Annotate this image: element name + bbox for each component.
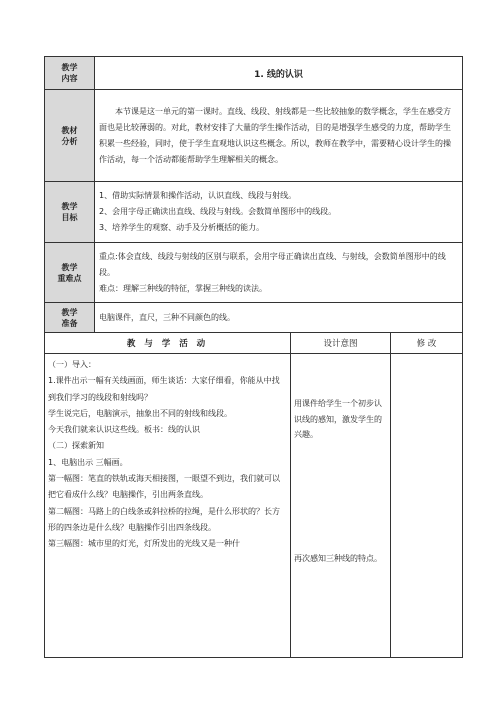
row-prep: [45, 303, 463, 333]
activity-line: 第一幅图：笔直的铁轨或海天相接图，一眼望不到边，我们就可以把它看成什么线？电脑操作，引出两条直线。: [48, 474, 280, 500]
row-activities: [45, 354, 463, 658]
key-label: 教学 重难点: [45, 243, 95, 303]
key-points: [95, 243, 463, 303]
intent-note: 用课件给学生一个初步认识线的感知，激发学生的兴趣。: [294, 399, 382, 439]
lesson-plan-table: [44, 56, 463, 658]
prep-label: 教学 准备: [45, 303, 95, 333]
goal-item: 2、会用字母正确读出直线、线段与射线。会数简单图形中的线段。: [99, 207, 337, 216]
row-column-headers: [45, 333, 463, 354]
activity-line: （二）探索新知: [48, 441, 104, 451]
activity-line: 第三幅图：城市里的灯光，灯所发出的光线又是一种什: [48, 539, 240, 549]
revise-cell: [391, 354, 463, 658]
goal-item: 3、培养学生的观察、动手及分析概括的能力。: [99, 223, 265, 232]
goals-list: [95, 182, 463, 243]
content-label: 教学 内容: [45, 57, 95, 90]
lesson-title: 1. 线的认识: [95, 57, 463, 90]
activity-line: 第二幅图：马路上的白线条或斜拉桥的拉绳，是什么形状的？长方形的四条边是什么线？电脑操作引出四条线段。: [48, 506, 280, 532]
activity-line: 1、电脑出示 三幅画。: [48, 457, 128, 467]
activity-line: （一）导入：: [48, 360, 96, 369]
intent-note: 再次感知三种线的特点。: [294, 553, 382, 563]
header-intent: 设计意图: [291, 333, 391, 354]
intent-cell: [291, 354, 391, 658]
activity-line: 学生说完后，电脑演示，抽象出不同的射线和线段。: [48, 408, 232, 418]
key-point-item: 重点:体会直线、线段与射线的区别与联系，会用字母正确读出直线、与射线，会数简单图形中的线段。: [99, 251, 446, 277]
row-analysis: [45, 90, 463, 182]
header-revise: 修 改: [391, 333, 463, 354]
activity-cell: [45, 354, 291, 658]
key-point-item: 难点：理解三种线的特征，掌握三种线的读法。: [99, 283, 267, 293]
header-activity: 教 与 学 活 动: [45, 333, 291, 354]
row-goals: [45, 182, 463, 243]
activity-line: 今天我们就来认识这些线。板书：线的认识: [48, 425, 200, 435]
goal-item: 1、借助实际情景和操作活动，认识直线、线段与射线。: [99, 191, 297, 200]
analysis-label: 教材 分析: [45, 90, 95, 182]
activity-line: 1.课件出示一幅有关线画面，师生谈话：大家仔细看，你能从中找到我们学习的线段和射线吗？: [48, 376, 280, 402]
row-content: [45, 57, 463, 90]
analysis-text: 本节课是这一单元的第一课时。直线、线段、射线都是一些比较抽象的数学概念，学生在感受方面也是比较薄弱的。对此，教材安排了大量的学生操作活动，目的是增强学生感受的力度，帮助学生积累一些经验，同时，使于学生直观地认识这些概念。所以，教师在教学中，需要精心设计学生的操作活动，每一个活动都能帮助学生理解相关的概念。: [95, 90, 463, 182]
row-key-points: [45, 243, 463, 303]
prep-text: 电脑课件，直尺，三种不同颜色的线。: [95, 303, 463, 333]
goals-label: 教学 目标: [45, 182, 95, 243]
